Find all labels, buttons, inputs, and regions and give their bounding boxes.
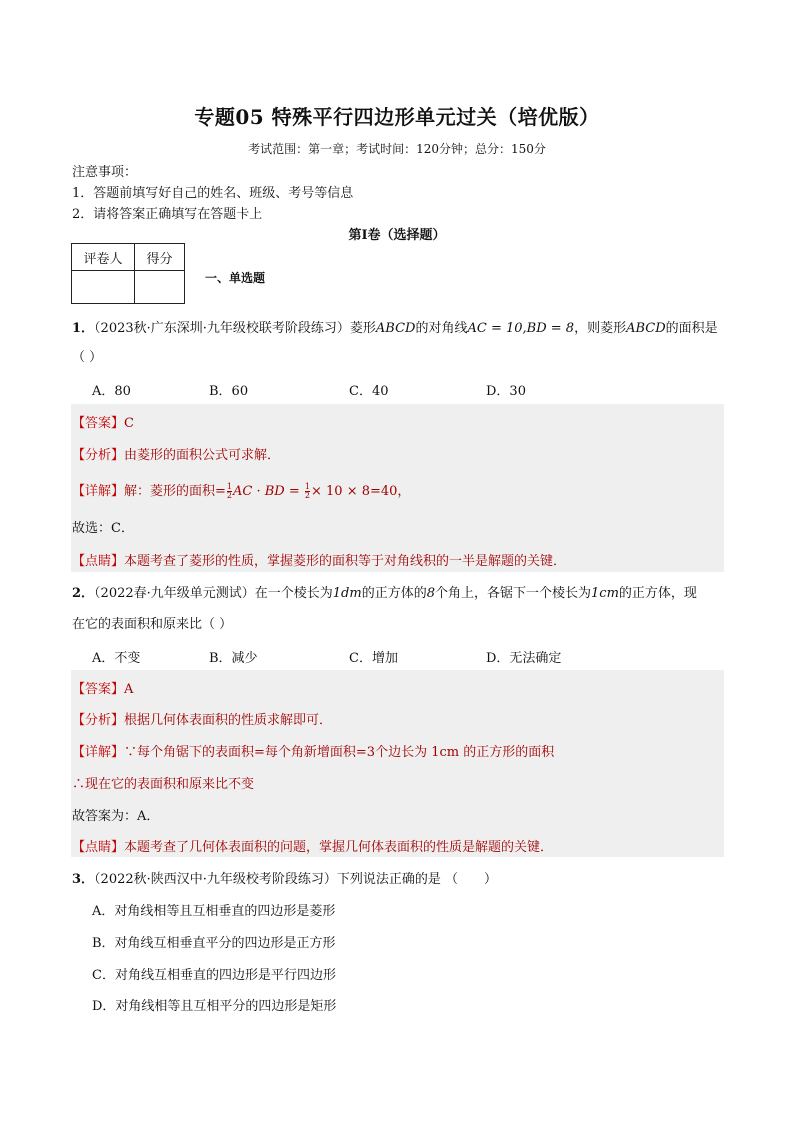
- fraction-numerator: 1: [226, 482, 233, 491]
- option-a[interactable]: A．对角线相等且互相垂直的四边形是菱形: [92, 904, 336, 919]
- question-2-number: 2．: [72, 586, 95, 601]
- option-d[interactable]: D．30: [486, 384, 526, 399]
- answer-tag: 【答案】: [72, 416, 125, 431]
- math-expression: 8: [426, 586, 435, 601]
- option-b[interactable]: B．减少: [209, 651, 258, 666]
- option-b[interactable]: B．对角线互相垂直平分的四边形是正方形: [92, 936, 336, 951]
- notice-item-1: 1．答题前填写好自己的姓名、班级、考号等信息: [72, 186, 354, 201]
- question-3-text: 下列说法正确的是 （ ）: [336, 872, 498, 887]
- comment-text: 本题考查了几何体表面积的问题，掌握几何体表面积的性质是解题的关键．: [124, 840, 554, 855]
- math-expression: ABCD: [375, 321, 416, 336]
- answer-1: [72, 412, 134, 431]
- answer-value: C: [124, 416, 134, 431]
- analysis-2: [72, 709, 332, 728]
- detail-2: [72, 741, 554, 760]
- detail-text: × 10 × 8=40，: [311, 484, 411, 499]
- option-d[interactable]: D．无法确定: [486, 651, 562, 666]
- exam-info: 考试范围：第一章；考试时间：120分钟；总分：150分: [248, 142, 546, 156]
- comment-1: [72, 550, 566, 569]
- question-1-source: （2023秋·广东深圳·九年级校联考阶段练习）: [94, 321, 350, 336]
- question-3-number: 3．: [72, 872, 95, 887]
- detail-tag: 【详解】: [72, 745, 125, 760]
- section-title: 一、单选题: [205, 271, 266, 285]
- fraction: [305, 483, 310, 500]
- analysis-text: 根据几何体表面积的性质求解即可．: [124, 713, 333, 728]
- question-1-text: 菱形: [349, 321, 376, 336]
- option-a[interactable]: A．80: [92, 384, 131, 399]
- notice-heading: 注意事项：: [72, 165, 138, 180]
- math-expression: 1dm: [332, 586, 362, 601]
- math-expression: AC = 10,BD = 8: [467, 321, 575, 336]
- question-1-text: ，则菱形: [574, 321, 627, 336]
- question-3-source: （2022秋·陕西汉中·九年级校考阶段练习）: [94, 872, 337, 887]
- option-b[interactable]: B．60: [209, 384, 249, 399]
- score-header-score: 得分: [135, 244, 185, 271]
- math-expression: ABCD: [626, 321, 666, 336]
- answer-2: [72, 678, 133, 697]
- question-1-line2: （ ）: [72, 350, 103, 365]
- question-1-text: 的面积是: [665, 321, 718, 336]
- choose-1: 故选：C．: [72, 521, 134, 536]
- detail-tag: 【详解】: [72, 484, 125, 499]
- detail-2-line2: ∴现在它的表面积和原来比不变: [72, 777, 255, 792]
- question-1: [72, 317, 718, 336]
- detail-text: =: [284, 484, 304, 499]
- question-1-number: 1．: [72, 321, 95, 336]
- question-2-text: 的正方体，现: [618, 586, 697, 601]
- notice-item-2: 2．请将答案正确填写在答题卡上: [72, 207, 263, 222]
- detail-1: [72, 480, 410, 500]
- answer-value: A: [124, 682, 134, 697]
- question-2-line2: 在它的表面积和原来比（ ）: [72, 617, 233, 632]
- analysis-tag: 【分析】: [72, 713, 125, 728]
- option-c[interactable]: C．增加: [349, 651, 398, 666]
- detail-text: ∵每个角锯下的表面积=每个角新增面积=3个边长为 1cm 的正方形的面积: [124, 745, 555, 760]
- answer-block-2: [71, 670, 724, 857]
- score-header-grader: 评卷人: [72, 244, 135, 271]
- question-1-text: 的对角线: [415, 321, 468, 336]
- comment-tag: 【点睛】: [72, 840, 125, 855]
- question-2-source: （2022春·九年级单元测试）: [94, 586, 255, 601]
- comment-2: [72, 836, 553, 855]
- comment-text: 本题考查了菱形的性质，掌握菱形的面积等于对角线积的一半是解题的关键．: [124, 554, 567, 569]
- fraction-denominator: 2: [304, 491, 310, 500]
- volume-title: 第Ⅰ卷（选择题）: [348, 228, 446, 243]
- detail-text: 解：菱形的面积=: [124, 484, 226, 499]
- question-2-text: 的正方体的: [361, 586, 427, 601]
- question-2-text: 在一个棱长为: [254, 586, 333, 601]
- choose-2: 故答案为：A．: [72, 809, 160, 824]
- math-expression: AC · BD: [233, 484, 285, 499]
- score-cell-grader[interactable]: [72, 271, 135, 304]
- page-title: 专题05 特殊平行四边形单元过关（培优版）: [194, 105, 600, 129]
- fraction-denominator: 2: [226, 491, 233, 500]
- fraction-numerator: 1: [304, 482, 310, 491]
- analysis-text: 由菱形的面积公式可求解．: [124, 448, 281, 463]
- option-a[interactable]: A．不变: [92, 651, 141, 666]
- score-cell-score[interactable]: [135, 271, 185, 304]
- question-3: [72, 868, 497, 887]
- question-2-text: 个角上，各锯下一个棱长为: [435, 586, 592, 601]
- analysis-1: [72, 444, 280, 463]
- score-table: [71, 243, 185, 304]
- question-2: [72, 582, 697, 601]
- analysis-tag: 【分析】: [72, 448, 125, 463]
- option-c[interactable]: C．对角线互相垂直的四边形是平行四边形: [92, 968, 336, 983]
- option-c[interactable]: C．40: [349, 384, 389, 399]
- option-d[interactable]: D．对角线相等且互相平分的四边形是矩形: [92, 999, 337, 1014]
- comment-tag: 【点睛】: [72, 554, 125, 569]
- math-expression: 1cm: [591, 586, 619, 601]
- fraction: [227, 483, 232, 500]
- answer-tag: 【答案】: [72, 682, 125, 697]
